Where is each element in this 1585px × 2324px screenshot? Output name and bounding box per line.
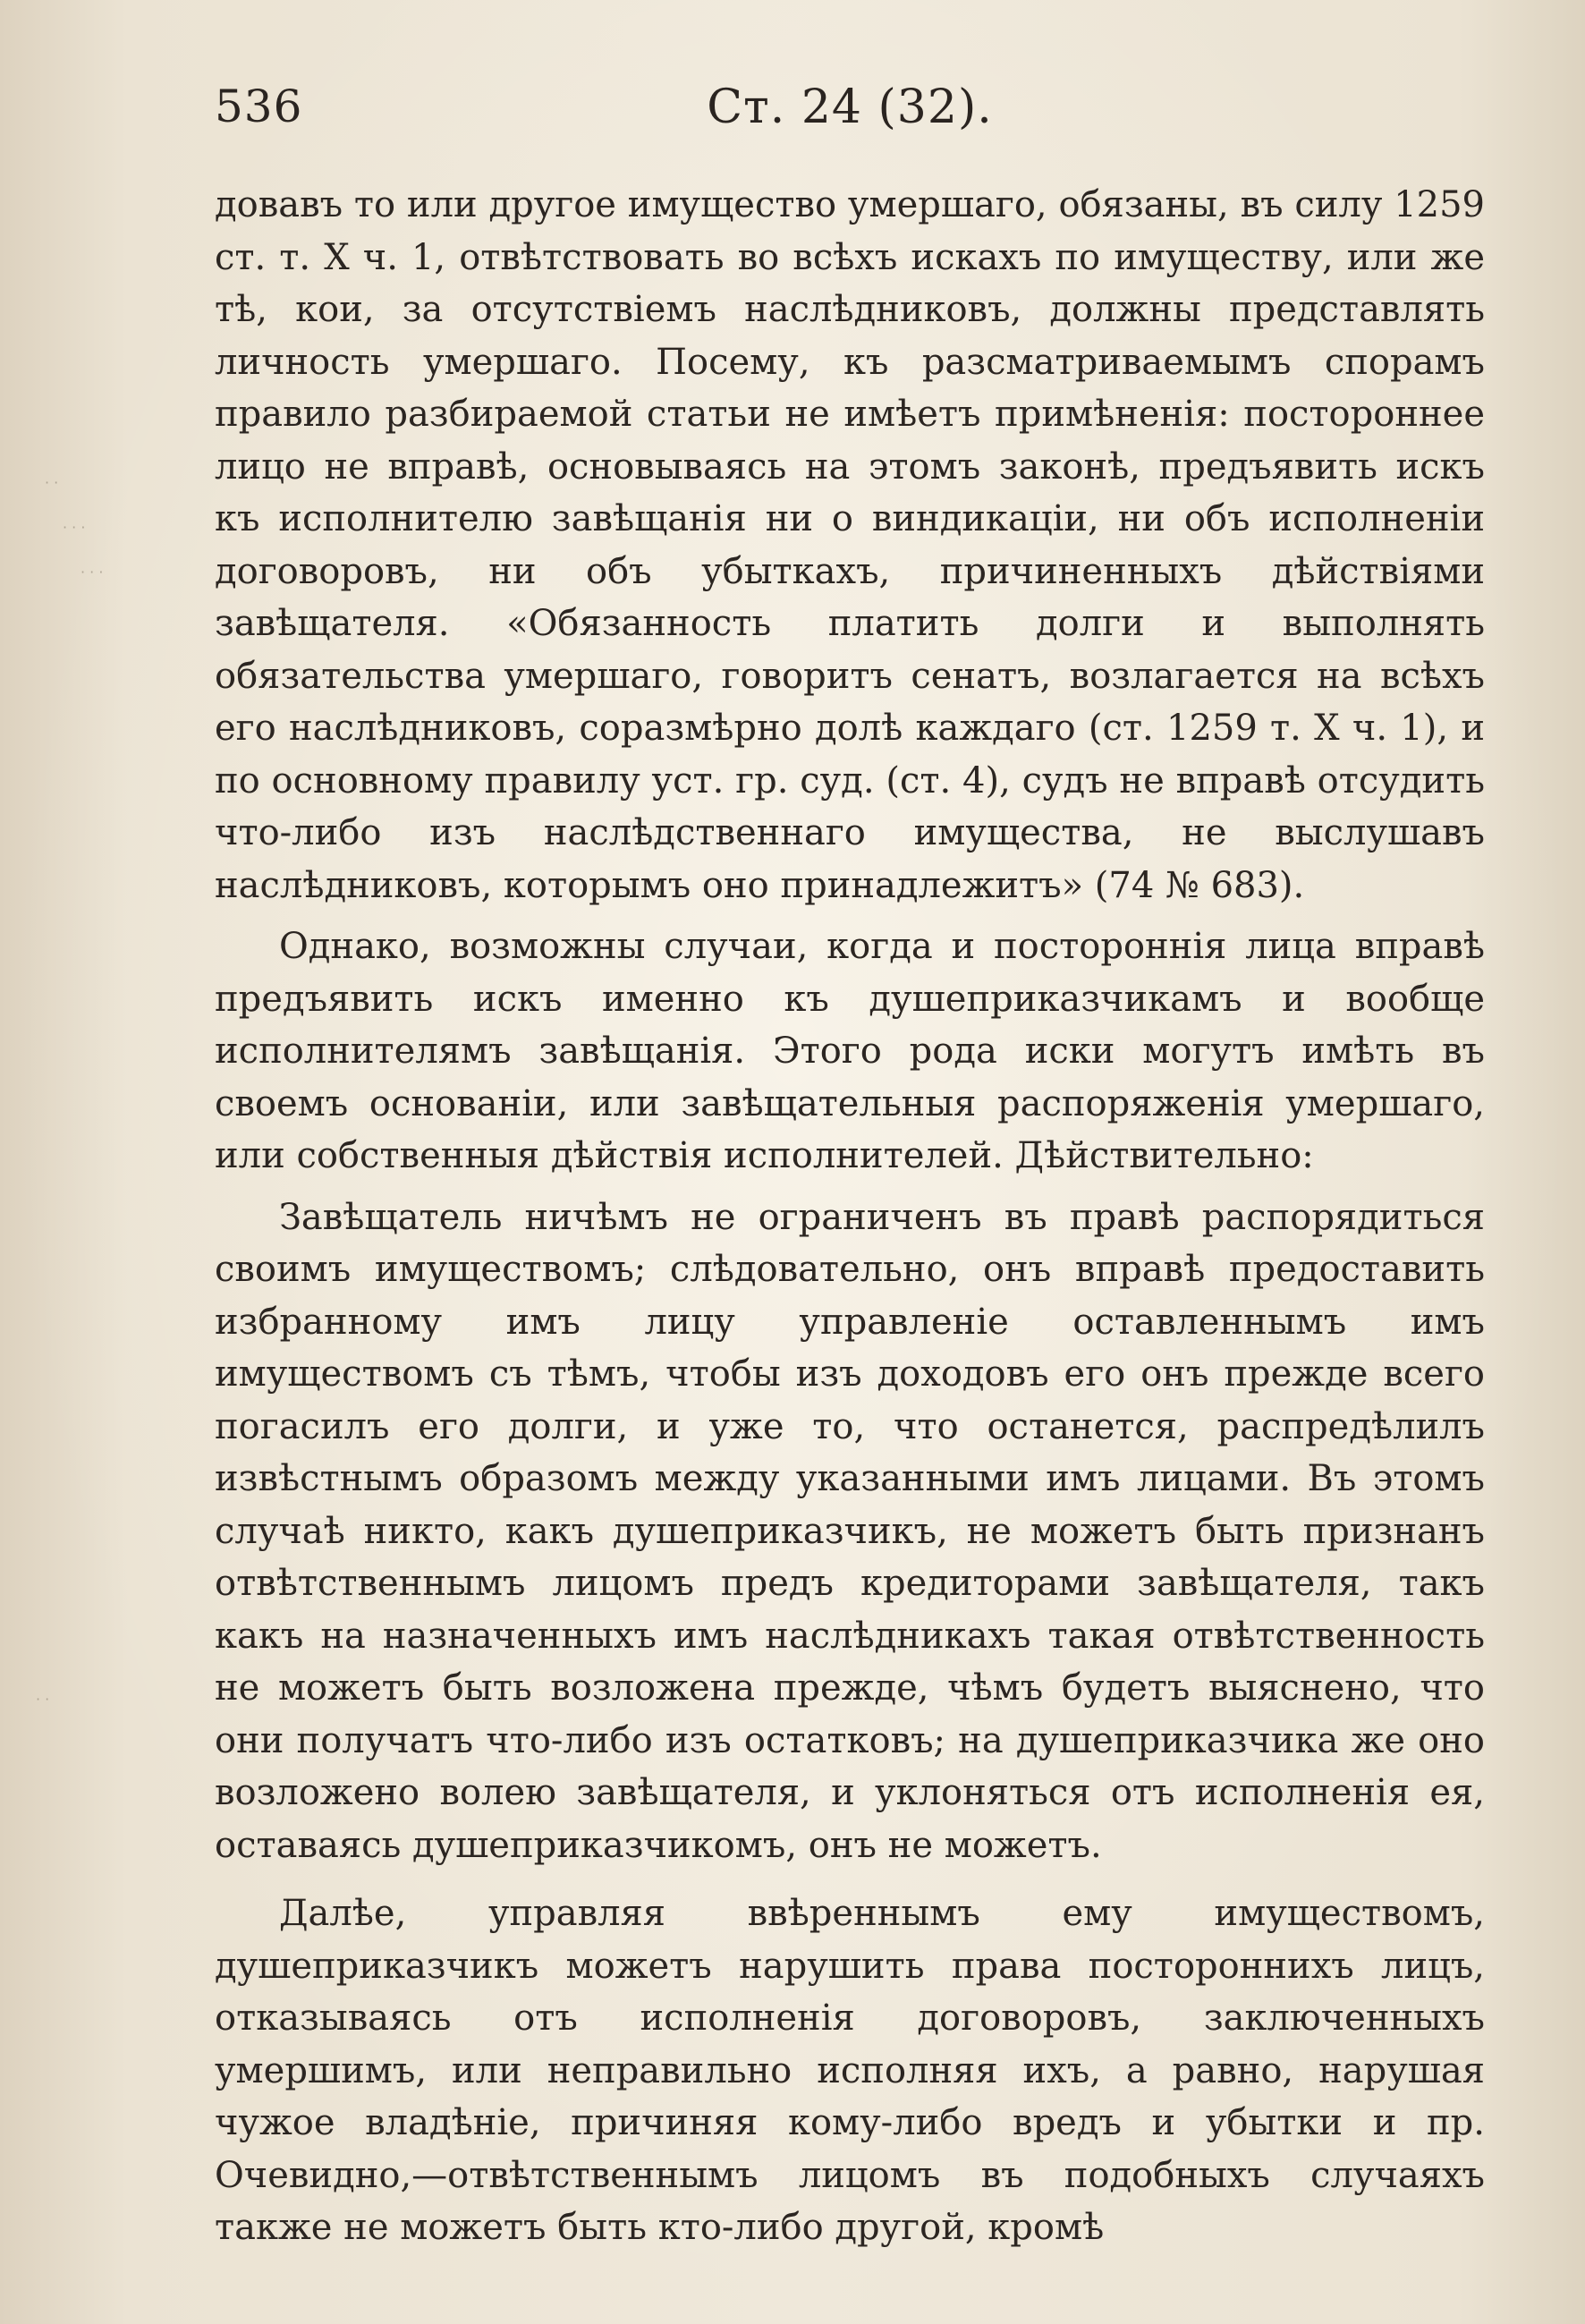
body-text (215, 179, 1485, 2254)
page-header-title: Ст. 24 (32). (707, 81, 993, 134)
margin-speck: · · (36, 1691, 50, 1708)
margin-speck: · · · (63, 519, 86, 536)
running-head (215, 73, 1485, 145)
paragraph: Однако, возможны случаи, когда и постороннія лица вправѣ предъявить искъ именно къ душеприказчикамъ и вообще исполнителямъ завѣщанія. Этого рода иски могутъ имѣть въ своемъ основаніи, или завѣщательныя распоряженія умершаго, или собственныя дѣйствія исполнителей. Дѣйствительно: (215, 926, 1485, 1176)
paragraph-continued: довавъ то или другое имущество умершаго, обязаны, въ силу 1259 ст. т. X ч. 1, отвѣтствовать во всѣхъ искахъ по имуществу, или же тѣ, кои, за отсутствіемъ наслѣдниковъ, должны представлять личность умершаго. Посему, къ разсматриваемымъ спорамъ правило разбираемой статьи не имѣетъ примѣненія: постороннее лицо не вправѣ, основываясь на этомъ законѣ, предъявить искъ къ исполнителю завѣщанія ни о виндикаціи, ни объ исполненіи договоровъ, ни объ убыткахъ, причиненныхъ дѣйствіями завѣщателя. «Обязанность платить долги и выполнять обязательства умершаго, говоритъ сенатъ, возлагается на всѣхъ его наслѣдниковъ, соразмѣрно долѣ каждаго (ст. 1259 т. X ч. 1), и по основному правилу уст. гр. суд. (ст. 4), судъ не вправѣ отсудить что-либо изъ наслѣдственнаго имущества, не выслушавъ наслѣдниковъ, которымъ оно принадлежитъ» (74 № 683). (215, 184, 1485, 906)
margin-speck: · · (45, 474, 59, 491)
paragraph: Завѣщатель ничѣмъ не ограниченъ въ правѣ распорядиться своимъ имуществомъ; слѣдовательно, онъ вправѣ предоставить избранному имъ лицу управленіе оставленнымъ имъ имуществомъ съ тѣмъ, чтобы изъ доходовъ его онъ прежде всего погасилъ его долги, и уже то, что останется, распредѣлилъ извѣстнымъ образомъ между указанными имъ лицами. Въ этомъ случаѣ никто, какъ душеприказчикъ, не можетъ быть признанъ отвѣтственнымъ лицомъ предъ кредиторами завѣщателя, такъ какъ на назначенныхъ имъ наслѣдникахъ такая отвѣтственность не можетъ быть возложена прежде, чѣмъ будетъ выяснено, что они получатъ что-либо изъ остатковъ; на душеприказчика же оно возложено волею завѣщателя, и уклоняться отъ исполненія ея, оставаясь душеприказчикомъ, онъ не можетъ. (215, 1196, 1485, 1866)
page-number: 536 (215, 81, 303, 132)
paragraph: Далѣе, управляя ввѣреннымъ ему имуществомъ, душеприказчикъ можетъ нарушить права постороннихъ лицъ, отказываясь отъ исполненія договоровъ, заключенныхъ умершимъ, или неправильно исполняя ихъ, а равно, нарушая чужое владѣніе, причиняя кому-либо вредъ и убытки и пр. Очевидно,—отвѣтственнымъ лицомъ въ подобныхъ случаяхъ также не можетъ быть кто-либо другой, кромѣ (215, 1893, 1485, 2248)
margin-speck: · · · (81, 564, 104, 581)
